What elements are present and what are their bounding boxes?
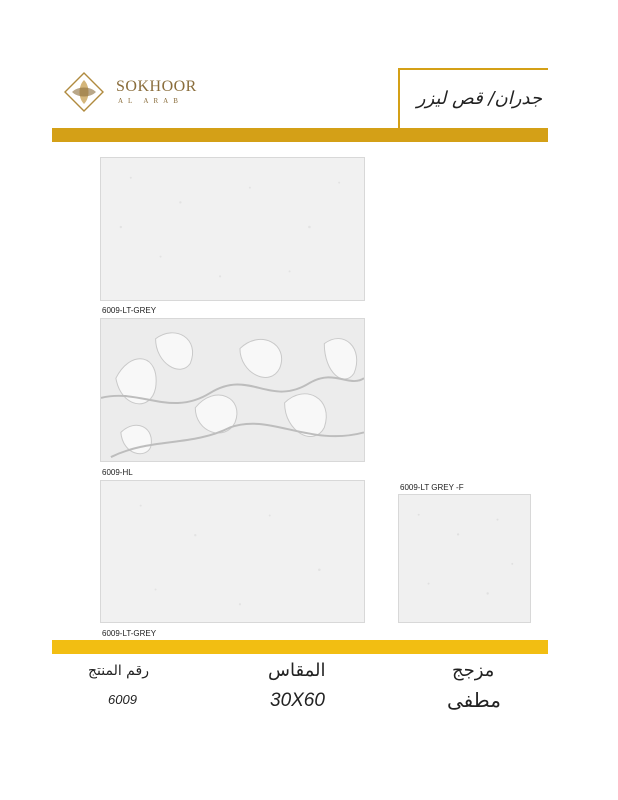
tile-image-plain-2 — [100, 480, 365, 623]
finish-value: مطفى — [447, 688, 501, 712]
product-number-label: رقم المنتج — [88, 663, 149, 679]
page-title: جدران/ قص ليزر — [416, 88, 542, 109]
title-frame — [398, 68, 548, 128]
brand-name: SOKHOOR — [116, 78, 197, 95]
brand-subtitle: AL ARAB — [118, 97, 183, 105]
tile-code-label: 6009-LT-GREY — [102, 306, 157, 315]
tile-code-label: 6009-HL — [102, 468, 133, 477]
footer-divider-bar — [52, 640, 548, 654]
size-label: المقاس — [268, 660, 326, 681]
header-divider-bar — [52, 128, 548, 142]
size-value: 30X60 — [270, 690, 325, 711]
finish-label: مزجج — [452, 660, 495, 681]
tile-image-floor — [398, 494, 531, 623]
tile-image-floral-relief — [100, 318, 365, 462]
tile-code-label: 6009-LT GREY -F — [400, 483, 464, 492]
brand-logo — [62, 70, 222, 114]
tile-image-plain-1 — [100, 157, 365, 301]
tile-code-label: 6009-LT-GREY — [102, 629, 157, 638]
product-number-value: 6009 — [108, 692, 137, 707]
diamond-leaf-logo-icon — [62, 70, 106, 114]
